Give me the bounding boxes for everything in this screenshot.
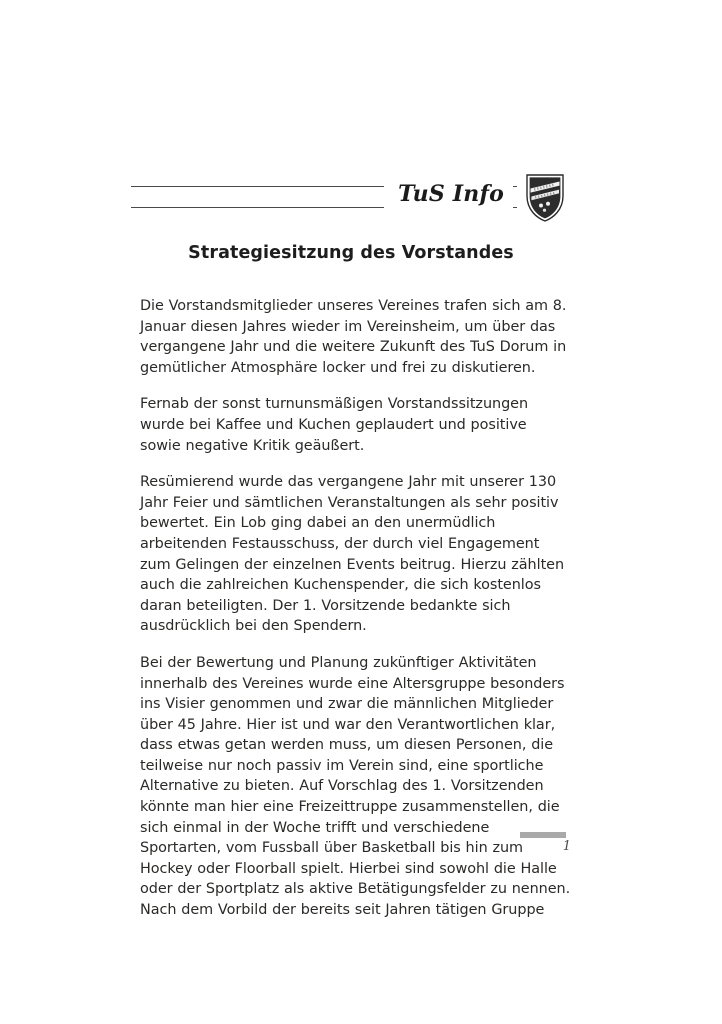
article-paragraph: Bei der Bewertung und Planung zukünftiger Aktivitäten innerhalb des Vereines wurde eine Altersgruppe besonders ins Visier genommen und zwar die männlichen Mitglieder über 45 Jahre. Hier ist und war den Verantwortlichen klar, dass etwas getan werden muss, um diesen Personen, die teilweise nur noch passiv im Verein sind, eine sportliche Alternative zu bieten. Auf Vorschlag des 1. Vorsitzenden könnte man hier eine Freizeittruppe zusammenstellen, die sich einmal in der Woche trifft und verschiedene Sportarten, vom Fussball über Basketball bis hin zum Hockey oder Floorball spielt. Hierbei sind sowohl die Halle oder der Sportplatz als aktive Betätigungsfelder zu nennen. Nach dem Vorbild der bereits seit Jahren tätigen Gruppe <box>140 654 571 919</box>
masthead-brand <box>384 172 513 216</box>
article-body <box>140 296 572 921</box>
page-number: 1 <box>562 839 571 854</box>
club-crest-icon <box>517 172 573 224</box>
page-footer <box>131 828 571 860</box>
masthead-brand-text: TuS Info <box>398 181 504 207</box>
masthead <box>131 172 571 228</box>
article-paragraph: Die Vorstandsmitglieder unseres Vereines trafen sich am 8. Januar diesen Jahres wieder im Vereinsheim, um über das vergangene Jahr und die weitere Zukunft des TuS Dorum in gemütlicher Atmosphäre locker und frei zu diskutieren. <box>140 298 567 376</box>
article-paragraph: Resümierend wurde das vergangene Jahr mit unserer 130 Jahr Feier und sämtlichen Veranstaltungen als sehr positiv bewertet. Ein Lob ging dabei an den unermüdlich arbeitenden Festausschuss, der durch viel Engagement zum Gelingen der einzelnen Events beitrug. Hierzu zählten auch die zahlreichen Kuchenspender, die sich kostenlos daran beteiligten. Der 1. Vorsitzende bedankte sich ausdrücklich bei den Spendern. <box>140 474 565 635</box>
footer-rule-bar <box>520 832 566 838</box>
article-title: Strategiesitzung des Vorstandes <box>188 242 514 263</box>
article-paragraph: Fernab der sonst turnunsmäßigen Vorstandssitzungen wurde bei Kaffee und Kuchen geplaudert und positive sowie negative Kritik geäußert. <box>140 396 529 454</box>
